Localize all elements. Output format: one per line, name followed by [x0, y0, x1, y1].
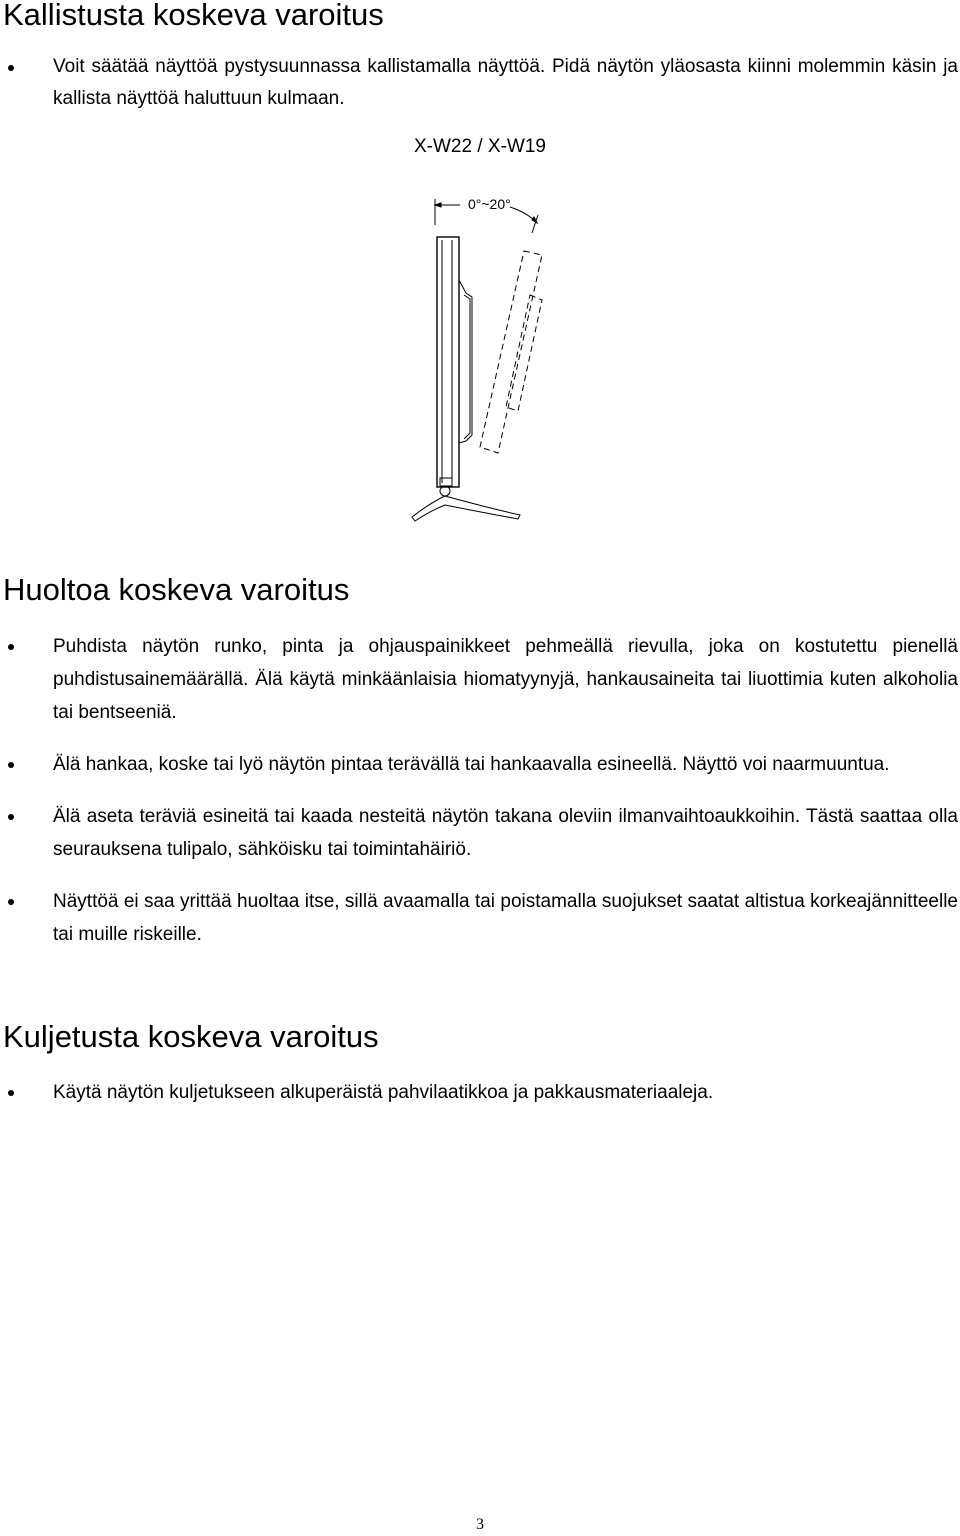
tilt-bullet-list: [0, 51, 958, 115]
monitor-tilt-diagram: [400, 185, 550, 530]
maintenance-bullet-list: [0, 630, 958, 951]
list-item: Näyttöä ei saa yrittää huoltaa itse, sillä avaamalla tai poistamalla suojukset saatat altistua korkeajännitteelle tai muille riskeille.: [0, 885, 958, 951]
list-item: Voit säätää näyttöä pystysuunnassa kallistamalla näyttöä. Pidä näytön yläosasta kiinni molemmin käsin ja kallista näyttöä haluttuun kulmaan.: [0, 51, 958, 115]
heading-tilt-warning: Kallistusta koskeva varoitus: [3, 0, 384, 32]
heading-transport-warning: Kuljetusta koskeva varoitus: [3, 1019, 379, 1054]
list-item: Älä aseta teräviä esineitä tai kaada nesteitä näytön takana oleviin ilmanvaihtoaukkoihin. Tästä saattaa olla seurauksena tulipalo, sähköisku tai toimintahäiriö.: [0, 800, 958, 866]
heading-maintenance-warning: Huoltoa koskeva varoitus: [3, 572, 350, 607]
tilt-angle-label: 0°~20°: [468, 196, 511, 212]
monitor-tilt-figure: [400, 185, 550, 530]
transport-bullet-list: [0, 1076, 958, 1109]
list-item: Käytä näytön kuljetukseen alkuperäistä pahvilaatikkoa ja pakkausmateriaaleja.: [0, 1076, 958, 1109]
list-item: Puhdista näytön runko, pinta ja ohjauspainikkeet pehmeällä rievulla, joka on kostutettu pienellä puhdistusainemäärällä. Älä käytä minkäänlaisia hiomatyynyjä, hankausaineita tai liuottimia kuten alkoholia tai bentseeniä.: [0, 630, 958, 729]
figure-caption: X-W22 / X-W19: [414, 136, 546, 157]
page-number: 3: [476, 1516, 484, 1533]
list-item: Älä hankaa, koske tai lyö näytön pintaa terävällä tai hankaavalla esineellä. Näyttö voi naarmuuntua.: [0, 748, 958, 781]
